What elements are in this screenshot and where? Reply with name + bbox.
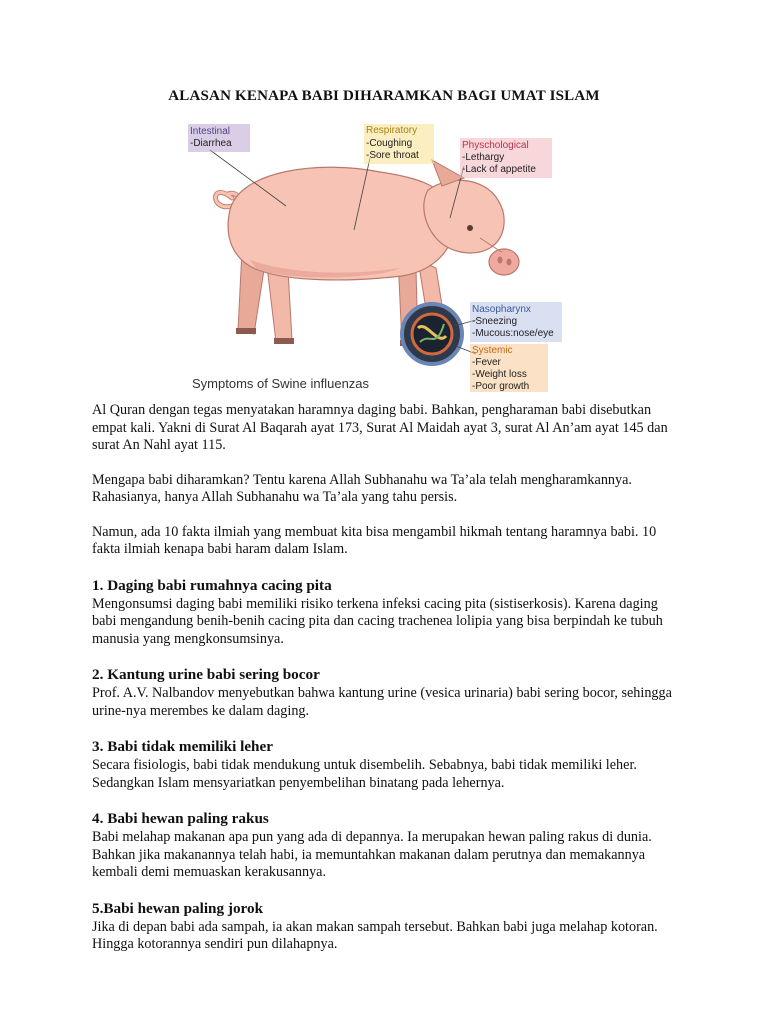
psychological-item: -Lethargy	[462, 152, 505, 163]
fact-section	[92, 576, 682, 649]
fact-text: Jika di depan babi ada sampah, ia akan makan sampah tersebut. Bahkan babi juga melahap kotoran. Hingga kotorannya sendiri pun dilahapnya.	[92, 918, 658, 952]
figure-caption: Symptoms of Swine influenzas	[192, 376, 370, 391]
fact-section	[92, 899, 682, 954]
fact-text: Babi melahap makanan apa pun yang ada di depannya. Ia merupakan hewan paling rakus di dunia. Bahkan jika makanannya telah habi, ia memuntahkan makanan dalam perutnya dan memakannya kembali demi memuaskan kerakusannya.	[92, 829, 652, 880]
intro-paragraph: Namun, ada 10 fakta ilmiah yang membuat kita bisa mengambil hikmah tentang haramnya babi. 10 fakta ilmiah kenapa babi haram dalam Islam.	[92, 523, 657, 557]
fact-heading: 3. Babi tidak memiliki leher	[92, 738, 273, 755]
intro-paragraph: Al Quran dengan tegas menyatakan haramnya daging babi. Bahkan, pengharaman babi disebutkan empat kali. Yakni di Surat Al Baqarah ayat 173, Surat Al Maidah ayat 3, surat Al An’am ayat 145 dan surat An Nahl ayat 115.	[92, 402, 668, 453]
fact-heading: 4. Babi hewan paling rakus	[92, 810, 269, 827]
document-title: ALASAN KENAPA BABI DIHARAMKAN BAGI UMAT ISLAM	[168, 88, 600, 104]
psychological-heading: Physchological	[462, 140, 529, 151]
document-body	[92, 402, 682, 971]
fact-heading: 2. Kantung urine babi sering bocor	[92, 666, 320, 683]
respiratory-item: -Coughing	[366, 138, 413, 149]
intro-paragraph: Mengapa babi diharamkan? Tentu karena Allah Subhanahu wa Ta’ala telah mengharamkannya. Rahasianya, hanya Allah Subhanahu wa Ta’ala yang tahu persis.	[92, 471, 632, 505]
swine-flu-illustration	[180, 120, 570, 395]
intestinal-heading: Intestinal	[190, 126, 231, 137]
fact-text: Prof. A.V. Nalbandov menyebutkan bahwa kantung urine (vesica urinaria) babi sering bocor, sehingga urine-nya merembes ke dalam daging.	[92, 685, 672, 719]
systemic-item: -Fever	[472, 357, 501, 368]
fact-section	[92, 737, 682, 792]
virus-icon	[402, 304, 462, 364]
systemic-heading: Systemic	[472, 345, 513, 356]
systemic-item: -Weight loss	[472, 369, 527, 380]
fact-heading: 1. Daging babi rumahnya cacing pita	[92, 576, 332, 594]
nasopharynx-item: -Mucous:nose/eye	[472, 328, 554, 339]
psychological-item: -Lack of appetite	[462, 164, 536, 175]
fact-section	[92, 809, 682, 882]
fact-section	[92, 665, 682, 720]
fact-text: Mengonsumsi daging babi memiliki risiko terkena infeksi cacing pita (sistiserkosis). Karena daging babi mengandung benih-benih cacing pita dan cacing trachenea lolipia yang bisa berpindah ke tubuh manusia yang mengkonsumsinya.	[92, 595, 663, 647]
fact-heading: 5.Babi hewan paling jorok	[92, 899, 264, 917]
intestinal-item: -Diarrhea	[190, 138, 232, 149]
systemic-item: -Poor growth	[472, 381, 530, 392]
nasopharynx-heading: Nasopharynx	[472, 304, 531, 315]
respiratory-item: -Sore throat	[366, 150, 419, 161]
respiratory-heading: Respiratory	[366, 125, 418, 136]
nasopharynx-item: -Sneezing	[472, 316, 518, 327]
fact-text: Secara fisiologis, babi tidak mendukung untuk disembelih. Sebabnya, babi tidak memiliki leher. Sedangkan Islam mensyariatkan penyembelihan binatang pada lehernya.	[92, 757, 637, 791]
